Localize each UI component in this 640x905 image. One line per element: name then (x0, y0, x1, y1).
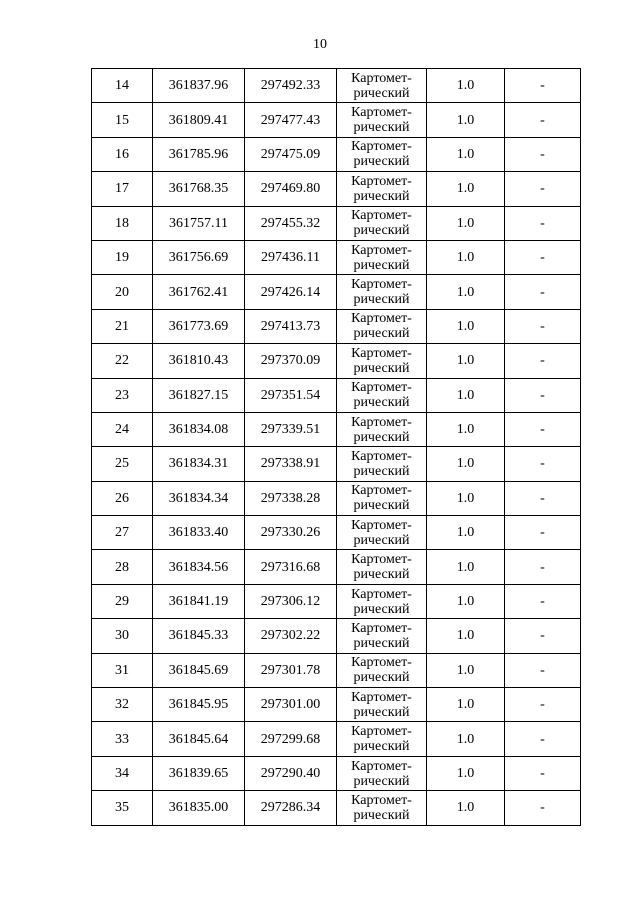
y-coordinate-cell: 297370.09 (245, 344, 337, 378)
accuracy-cell: 1.0 (427, 344, 505, 378)
method-line: рический (353, 360, 410, 376)
method-line: рический (353, 154, 410, 170)
point-number-cell: 30 (92, 619, 153, 653)
method-cell (337, 481, 427, 515)
method-line: рический (353, 429, 410, 445)
method-cell (337, 791, 427, 825)
y-coordinate-cell: 297330.26 (245, 516, 337, 550)
x-coordinate-cell: 361834.56 (153, 550, 245, 584)
method-cell (337, 550, 427, 584)
point-number-cell: 25 (92, 447, 153, 481)
method-line: рический (353, 807, 410, 823)
table-row (92, 344, 581, 378)
method-line: рический (353, 498, 410, 514)
method-line: Картомет- (351, 242, 412, 258)
method-line: Картомет- (351, 483, 412, 499)
note-cell: - (505, 206, 581, 240)
note-cell: - (505, 447, 581, 481)
method-line: Картомет- (351, 620, 412, 636)
method-cell (337, 756, 427, 790)
note-cell: - (505, 516, 581, 550)
x-coordinate-cell: 361834.31 (153, 447, 245, 481)
note-cell: - (505, 722, 581, 756)
y-coordinate-cell: 297306.12 (245, 584, 337, 618)
method-cell (337, 722, 427, 756)
y-coordinate-cell: 297477.43 (245, 103, 337, 137)
table-row (92, 550, 581, 584)
x-coordinate-cell: 361768.35 (153, 172, 245, 206)
y-coordinate-cell: 297413.73 (245, 309, 337, 343)
table-row (92, 103, 581, 137)
table-row (92, 516, 581, 550)
method-line: рический (353, 463, 410, 479)
table-row (92, 172, 581, 206)
method-line: Картомет- (351, 173, 412, 189)
method-line: рический (353, 635, 410, 651)
table-row (92, 69, 581, 103)
note-cell: - (505, 481, 581, 515)
note-cell: - (505, 756, 581, 790)
point-number-cell: 22 (92, 344, 153, 378)
y-coordinate-cell: 297338.91 (245, 447, 337, 481)
method-cell (337, 378, 427, 412)
y-coordinate-cell: 297301.78 (245, 653, 337, 687)
method-cell (337, 240, 427, 274)
note-cell: - (505, 275, 581, 309)
method-line: рический (353, 670, 410, 686)
table-row (92, 481, 581, 515)
accuracy-cell: 1.0 (427, 309, 505, 343)
method-cell (337, 447, 427, 481)
method-line: Картомет- (351, 105, 412, 121)
note-cell: - (505, 240, 581, 274)
point-number-cell: 34 (92, 756, 153, 790)
method-line: рический (353, 223, 410, 239)
point-number-cell: 21 (92, 309, 153, 343)
table-row (92, 653, 581, 687)
accuracy-cell: 1.0 (427, 137, 505, 171)
y-coordinate-cell: 297301.00 (245, 688, 337, 722)
accuracy-cell: 1.0 (427, 103, 505, 137)
table-row (92, 206, 581, 240)
accuracy-cell: 1.0 (427, 172, 505, 206)
method-line: Картомет- (351, 724, 412, 740)
method-line: Картомет- (351, 448, 412, 464)
method-cell (337, 103, 427, 137)
table-row (92, 412, 581, 446)
x-coordinate-cell: 361756.69 (153, 240, 245, 274)
y-coordinate-cell: 297469.80 (245, 172, 337, 206)
accuracy-cell: 1.0 (427, 653, 505, 687)
method-line: рический (353, 739, 410, 755)
x-coordinate-cell: 361837.96 (153, 69, 245, 103)
x-coordinate-cell: 361845.64 (153, 722, 245, 756)
x-coordinate-cell: 361762.41 (153, 275, 245, 309)
method-cell (337, 584, 427, 618)
y-coordinate-cell: 297290.40 (245, 756, 337, 790)
accuracy-cell: 1.0 (427, 481, 505, 515)
coordinates-table-body (92, 69, 581, 826)
accuracy-cell: 1.0 (427, 688, 505, 722)
method-line: рический (353, 601, 410, 617)
y-coordinate-cell: 297436.11 (245, 240, 337, 274)
point-number-cell: 14 (92, 69, 153, 103)
method-line: Картомет- (351, 277, 412, 293)
method-line: рический (353, 257, 410, 273)
table-row (92, 619, 581, 653)
method-line: Картомет- (351, 311, 412, 327)
point-number-cell: 19 (92, 240, 153, 274)
point-number-cell: 24 (92, 412, 153, 446)
page-number: 10 (313, 37, 327, 52)
method-cell (337, 344, 427, 378)
method-line: Картомет- (351, 689, 412, 705)
method-line: рический (353, 532, 410, 548)
table-row (92, 722, 581, 756)
y-coordinate-cell: 297316.68 (245, 550, 337, 584)
x-coordinate-cell: 361773.69 (153, 309, 245, 343)
table-row (92, 275, 581, 309)
table-row (92, 378, 581, 412)
method-cell (337, 137, 427, 171)
method-line: рический (353, 773, 410, 789)
accuracy-cell: 1.0 (427, 550, 505, 584)
y-coordinate-cell: 297299.68 (245, 722, 337, 756)
accuracy-cell: 1.0 (427, 206, 505, 240)
note-cell: - (505, 688, 581, 722)
accuracy-cell: 1.0 (427, 412, 505, 446)
method-line: рический (353, 292, 410, 308)
x-coordinate-cell: 361757.11 (153, 206, 245, 240)
note-cell: - (505, 69, 581, 103)
note-cell: - (505, 344, 581, 378)
method-cell (337, 619, 427, 653)
method-line: Картомет- (351, 655, 412, 671)
method-line: рический (353, 567, 410, 583)
accuracy-cell: 1.0 (427, 275, 505, 309)
point-number-cell: 31 (92, 653, 153, 687)
method-cell (337, 412, 427, 446)
accuracy-cell: 1.0 (427, 447, 505, 481)
point-number-cell: 35 (92, 791, 153, 825)
x-coordinate-cell: 361833.40 (153, 516, 245, 550)
x-coordinate-cell: 361839.65 (153, 756, 245, 790)
accuracy-cell: 1.0 (427, 722, 505, 756)
note-cell: - (505, 619, 581, 653)
point-number-cell: 28 (92, 550, 153, 584)
x-coordinate-cell: 361845.69 (153, 653, 245, 687)
table-row (92, 447, 581, 481)
point-number-cell: 17 (92, 172, 153, 206)
x-coordinate-cell: 361845.33 (153, 619, 245, 653)
y-coordinate-cell: 297339.51 (245, 412, 337, 446)
x-coordinate-cell: 361834.34 (153, 481, 245, 515)
accuracy-cell: 1.0 (427, 240, 505, 274)
note-cell: - (505, 653, 581, 687)
method-line: Картомет- (351, 345, 412, 361)
x-coordinate-cell: 361845.95 (153, 688, 245, 722)
x-coordinate-cell: 361841.19 (153, 584, 245, 618)
point-number-cell: 23 (92, 378, 153, 412)
method-line: рический (353, 120, 410, 136)
x-coordinate-cell: 361785.96 (153, 137, 245, 171)
note-cell: - (505, 137, 581, 171)
note-cell: - (505, 103, 581, 137)
method-cell (337, 206, 427, 240)
method-line: Картомет- (351, 139, 412, 155)
method-cell (337, 172, 427, 206)
note-cell: - (505, 412, 581, 446)
method-line: Картомет- (351, 517, 412, 533)
method-line: Картомет- (351, 70, 412, 86)
table-row (92, 240, 581, 274)
accuracy-cell: 1.0 (427, 791, 505, 825)
accuracy-cell: 1.0 (427, 584, 505, 618)
accuracy-cell: 1.0 (427, 619, 505, 653)
x-coordinate-cell: 361834.08 (153, 412, 245, 446)
point-number-cell: 20 (92, 275, 153, 309)
method-line: Картомет- (351, 792, 412, 808)
method-line: рический (353, 395, 410, 411)
method-line: Картомет- (351, 758, 412, 774)
point-number-cell: 27 (92, 516, 153, 550)
point-number-cell: 29 (92, 584, 153, 618)
note-cell: - (505, 378, 581, 412)
method-cell (337, 69, 427, 103)
accuracy-cell: 1.0 (427, 378, 505, 412)
point-number-cell: 33 (92, 722, 153, 756)
x-coordinate-cell: 361810.43 (153, 344, 245, 378)
method-line: Картомет- (351, 414, 412, 430)
accuracy-cell: 1.0 (427, 516, 505, 550)
y-coordinate-cell: 297351.54 (245, 378, 337, 412)
table-row (92, 756, 581, 790)
table-row (92, 137, 581, 171)
point-number-cell: 26 (92, 481, 153, 515)
y-coordinate-cell: 297455.32 (245, 206, 337, 240)
method-cell (337, 653, 427, 687)
point-number-cell: 32 (92, 688, 153, 722)
method-line: рический (353, 326, 410, 342)
method-cell (337, 275, 427, 309)
note-cell: - (505, 550, 581, 584)
method-cell (337, 516, 427, 550)
y-coordinate-cell: 297492.33 (245, 69, 337, 103)
method-line: рический (353, 85, 410, 101)
x-coordinate-cell: 361809.41 (153, 103, 245, 137)
table-row (92, 688, 581, 722)
method-line: рический (353, 704, 410, 720)
table-row (92, 309, 581, 343)
x-coordinate-cell: 361827.15 (153, 378, 245, 412)
y-coordinate-cell: 297338.28 (245, 481, 337, 515)
y-coordinate-cell: 297475.09 (245, 137, 337, 171)
y-coordinate-cell: 297302.22 (245, 619, 337, 653)
y-coordinate-cell: 297286.34 (245, 791, 337, 825)
accuracy-cell: 1.0 (427, 756, 505, 790)
method-line: Картомет- (351, 586, 412, 602)
method-line: Картомет- (351, 208, 412, 224)
coordinates-table (91, 68, 581, 826)
note-cell: - (505, 584, 581, 618)
method-line: Картомет- (351, 380, 412, 396)
point-number-cell: 15 (92, 103, 153, 137)
point-number-cell: 18 (92, 206, 153, 240)
y-coordinate-cell: 297426.14 (245, 275, 337, 309)
method-cell (337, 688, 427, 722)
note-cell: - (505, 172, 581, 206)
note-cell: - (505, 309, 581, 343)
point-number-cell: 16 (92, 137, 153, 171)
method-line: рический (353, 188, 410, 204)
note-cell: - (505, 791, 581, 825)
method-cell (337, 309, 427, 343)
table-row (92, 791, 581, 825)
x-coordinate-cell: 361835.00 (153, 791, 245, 825)
table-row (92, 584, 581, 618)
method-line: Картомет- (351, 552, 412, 568)
accuracy-cell: 1.0 (427, 69, 505, 103)
